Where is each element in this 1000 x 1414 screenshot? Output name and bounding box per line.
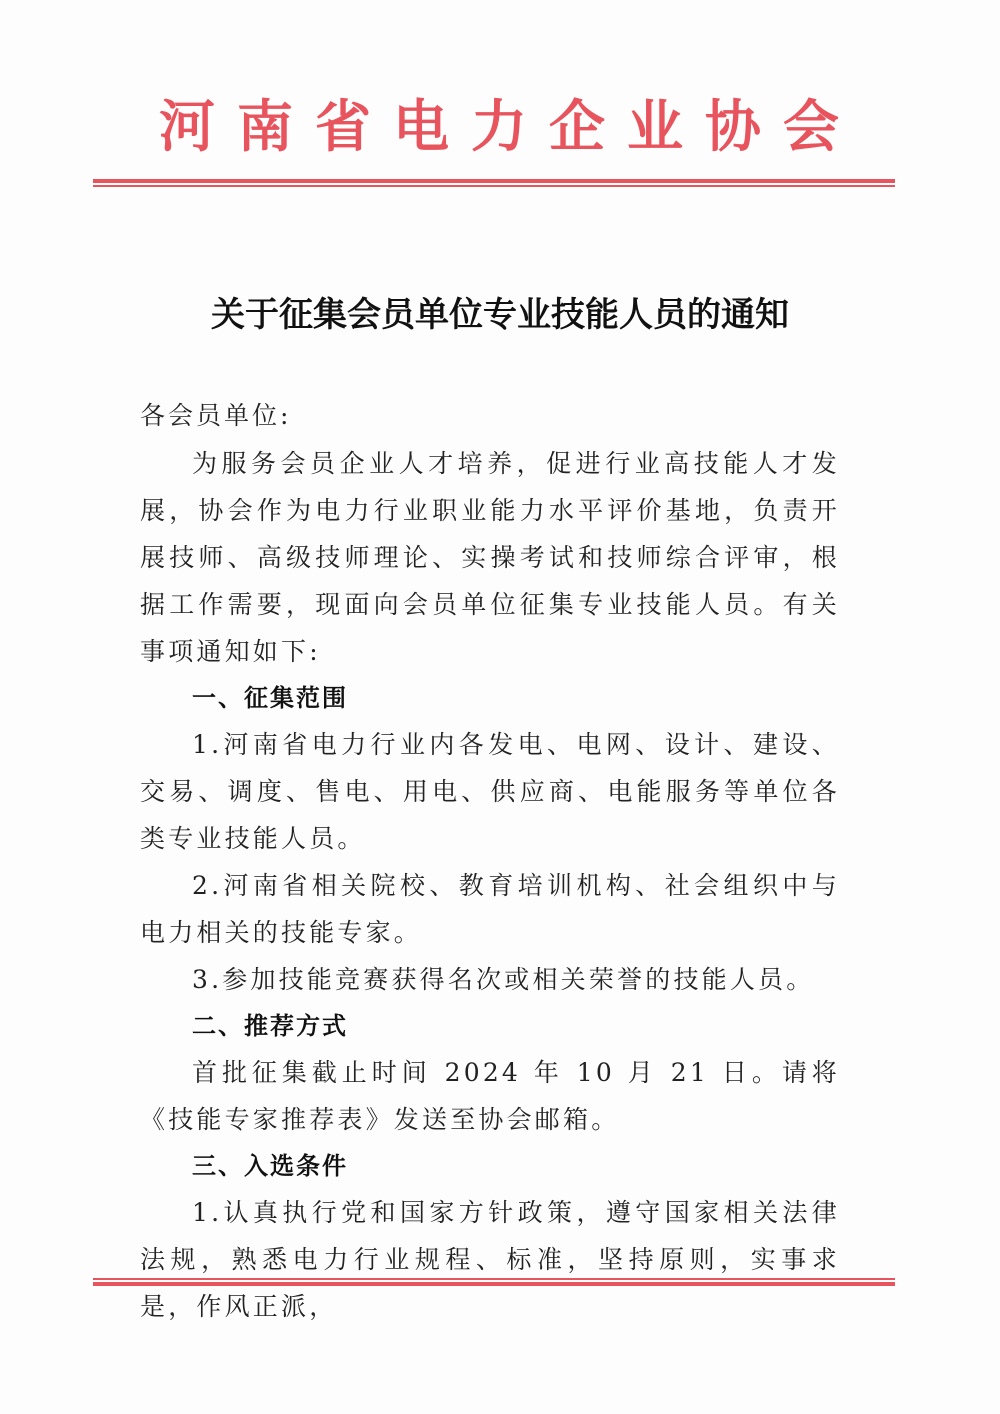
criteria-item-1: 1.认真执行党和国家方针政策，遵守国家相关法律法规，熟悉电力行业规程、标准，坚持原则，实事求是，作风正派， — [140, 1198, 840, 1321]
scope-item-1: 1.河南省电力行业内各发电、电网、设计、建设、交易、调度、售电、用电、供应商、电能服务等单位各类专业技能人员。 — [140, 730, 840, 853]
recommendation-text: 首批征集截止时间 2024 年 10 月 21 日。请将《技能专家推荐表》发送至协会邮箱。 — [140, 1058, 840, 1134]
intro-paragraph: 为服务会员企业人才培养，促进行业高技能人才发展，协会作为电力行业职业能力水平评价基地，负责开展技师、高级技师理论、实操考试和技师综合评审，根据工作需要，现面向会员单位征集专业技能人员。有关事项通知如下: — [140, 449, 840, 666]
scope-item-3: 3.参加技能竞赛获得名次或相关荣誉的技能人员。 — [192, 965, 815, 994]
letterhead-top-rule — [93, 179, 895, 187]
notice-title: 关于征集会员单位专业技能人员的通知 — [211, 295, 789, 335]
scope-item-2: 2.河南省相关院校、教育培训机构、社会组织中与电力相关的技能专家。 — [140, 871, 840, 947]
footer-rule — [93, 1278, 895, 1286]
salutation: 各会员单位: — [140, 401, 292, 430]
section-heading-recommendation: 二、推荐方式 — [192, 1012, 348, 1040]
section-heading-scope: 一、征集范围 — [192, 684, 348, 712]
section-heading-criteria: 三、入选条件 — [192, 1152, 348, 1180]
letterhead-org-name: 河南省电力企业协会 — [159, 94, 861, 160]
notice-body — [140, 392, 840, 1330]
